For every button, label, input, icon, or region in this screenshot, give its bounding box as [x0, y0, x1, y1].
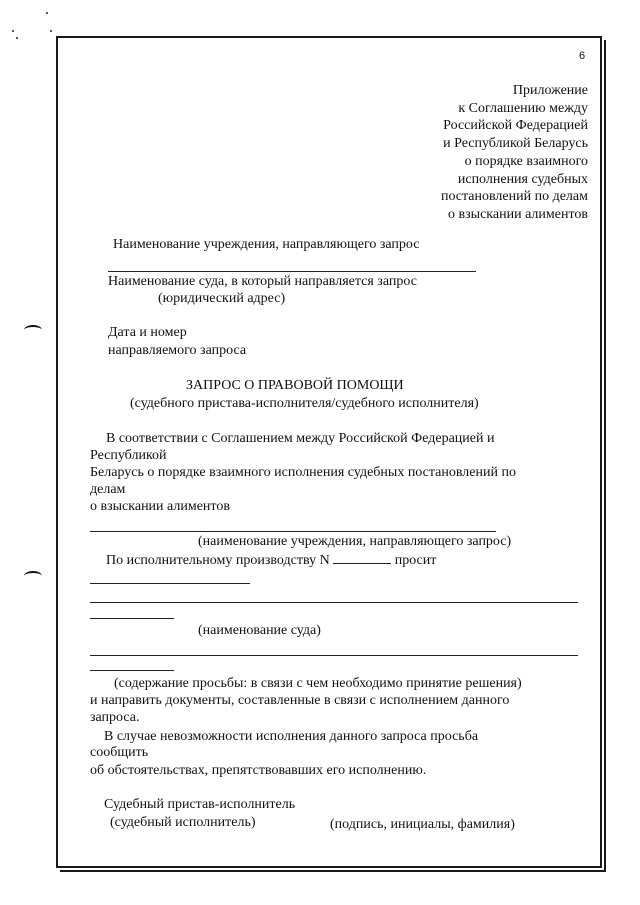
date-number-label: направляемого запроса [108, 343, 247, 358]
blank-line [90, 618, 174, 619]
scan-speck [12, 30, 14, 32]
body-text: о взыскании алиментов [90, 499, 230, 514]
proceeding-suffix: просит [394, 553, 437, 568]
blank-line [90, 670, 174, 671]
institution-line [108, 271, 476, 272]
annex-line: исполнения судебных [457, 171, 588, 187]
body-text: Республикой [90, 448, 167, 463]
institution-caption: (наименование учреждения, направляющего запрос) [198, 534, 512, 549]
punch-hole-mark [24, 571, 42, 581]
date-number-label: Дата и номер [108, 325, 187, 340]
signature-title: (судебный исполнитель) [110, 815, 256, 830]
scan-speck [16, 37, 18, 39]
document-subtitle: (судебного пристава-исполнителя/судебного исполнителя) [130, 396, 479, 411]
body-text: Беларусь о порядке взаимного исполнения судебных постановлений по [90, 465, 516, 480]
page-number: 6 [579, 50, 586, 62]
institution-label: Наименование учреждения, направляющего запрос [113, 237, 420, 252]
scan-speck [46, 12, 48, 14]
court-caption: (наименование суда) [198, 623, 321, 638]
signature-title: Судебный пристав-исполнитель [104, 797, 296, 812]
punch-hole-mark [24, 325, 42, 335]
blank-line [90, 655, 578, 656]
annex-line: Российской Федерацией [443, 118, 588, 134]
annex-line: постановлений по делам [440, 189, 588, 205]
annex-line: о порядке взаимного [464, 153, 588, 169]
signature-caption: (подпись, инициалы, фамилия) [330, 817, 515, 832]
body-text: и направить документы, составленные в связи с исполнением данного [90, 693, 510, 708]
body-text: об обстоятельствах, препятствовавших его исполнению. [90, 763, 427, 778]
body-text: В соответствии с Соглашением между Российской Федерацией и [106, 431, 495, 446]
document-title: ЗАПРОС О ПРАВОВОЙ ПОМОЩИ [186, 378, 404, 393]
body-text: запроса. [90, 710, 140, 725]
court-label: Наименование суда, в который направляется запрос [108, 274, 417, 289]
court-address-label: (юридический адрес) [158, 291, 286, 306]
proceeding-number-blank [333, 551, 391, 564]
annex-block [441, 82, 588, 224]
proceeding-line [106, 551, 436, 569]
body-text: делам [90, 482, 126, 497]
request-caption: (содержание просьбы: в связи с чем необходимо принятие решения) [114, 676, 522, 691]
proceeding-prefix: По исполнительному производству N [106, 553, 330, 568]
body-text: В случае невозможности исполнения данного запроса просьба [104, 729, 479, 744]
blank-line [90, 602, 578, 603]
annex-line: к Соглашению между [458, 100, 588, 116]
annex-line: Приложение [512, 83, 588, 98]
scan-speck [50, 30, 52, 32]
annex-line: и Республикой Беларусь [443, 136, 588, 152]
body-text: сообщить [90, 745, 149, 760]
annex-line: о взыскании алиментов [448, 206, 588, 222]
blank-line [90, 531, 496, 532]
blank-line [90, 583, 250, 584]
